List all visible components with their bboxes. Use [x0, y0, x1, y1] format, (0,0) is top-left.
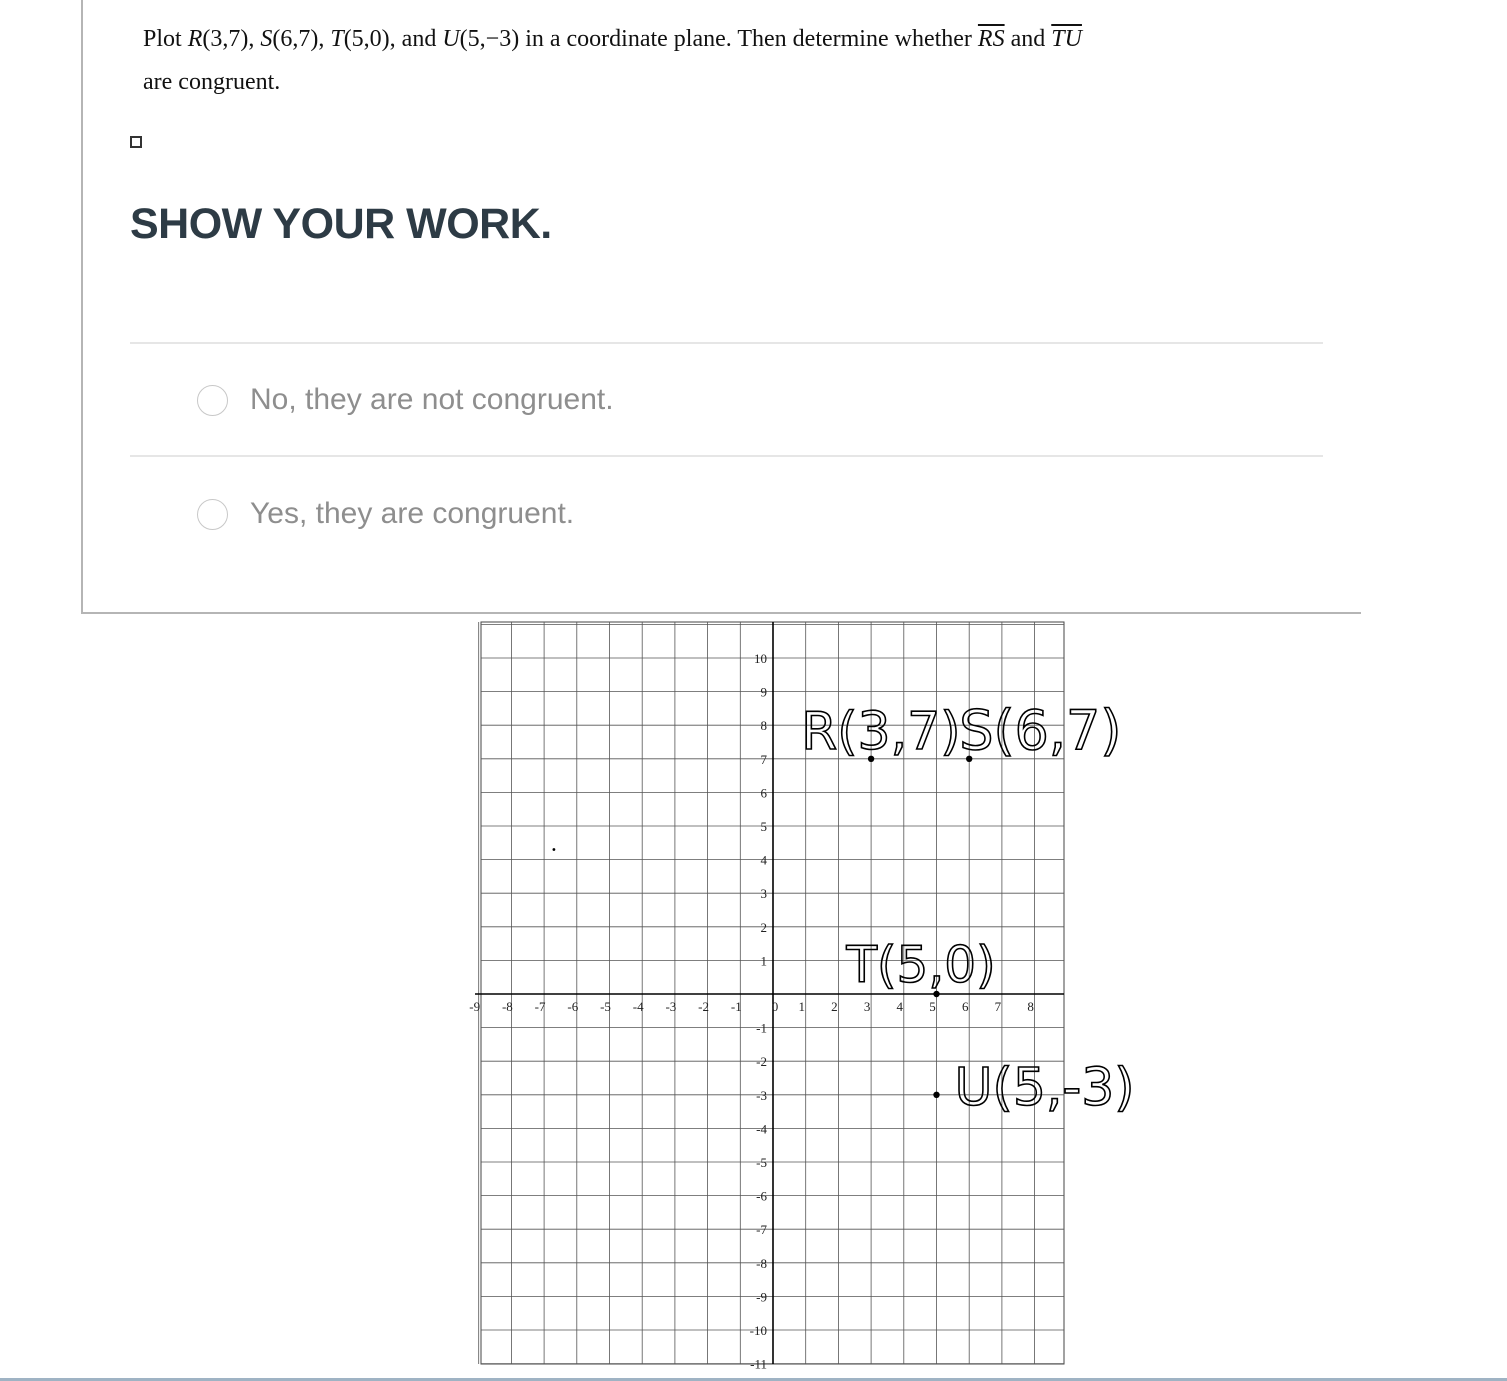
- x-tick-label: -5: [600, 999, 611, 1014]
- segment-rs: $\overline{RS}$: [977, 26, 1005, 52]
- x-tick-label: -3: [665, 999, 677, 1014]
- point-sep: ,: [248, 26, 261, 52]
- segment-tu: $\overline{TU}$: [1051, 26, 1082, 52]
- y-tick-label: 1: [760, 953, 767, 969]
- x-tick-label: 3: [863, 999, 871, 1014]
- y-tick-label: 8: [760, 718, 767, 734]
- y-tick-label: 10: [754, 651, 767, 666]
- point-label: R: [187, 26, 203, 52]
- x-tick-label: 4: [896, 999, 904, 1014]
- y-tick-label: 5: [760, 819, 767, 834]
- y-tick-label: 6: [760, 785, 767, 801]
- x-tick-label: 2: [831, 999, 838, 1014]
- and-word: and: [1004, 26, 1052, 52]
- x-tick-label: -1: [730, 999, 742, 1014]
- y-tick-label: -2: [756, 1054, 767, 1070]
- point-label: T: [330, 26, 344, 52]
- x-tick-label: 6: [961, 999, 969, 1014]
- x-tick-label: 5: [929, 999, 936, 1014]
- y-tick-label: 4: [760, 852, 767, 868]
- x-tick-label: -4: [632, 999, 644, 1014]
- plotted-point-u: [933, 1092, 939, 1098]
- y-tick-label: -3: [756, 1087, 767, 1103]
- handwritten-label: S(6,7): [959, 698, 1122, 762]
- x-tick-label: 8: [1027, 999, 1034, 1014]
- x-tick-label: 0: [771, 999, 779, 1014]
- y-tick-label: -6: [756, 1188, 767, 1204]
- y-tick-label: -4: [756, 1121, 767, 1137]
- handwritten-label: T(5,0): [846, 936, 996, 994]
- point-sep: , and: [389, 26, 443, 52]
- y-tick-label: -1: [756, 1020, 767, 1036]
- stray-dot: [553, 848, 556, 851]
- x-tick-label: -9: [469, 999, 481, 1014]
- y-tick-label: 3: [760, 886, 767, 902]
- x-tick-label: 1: [798, 999, 805, 1014]
- point-sep: ,: [318, 26, 331, 52]
- point-label: S: [260, 26, 273, 52]
- y-tick-label: -7: [756, 1222, 767, 1238]
- y-tick-label: 9: [760, 684, 767, 700]
- point-coords: (5,−3): [459, 26, 520, 52]
- point-coords: (5,0): [343, 26, 390, 52]
- point-coords: (6,7): [272, 26, 319, 52]
- y-tick-label: -9: [756, 1289, 767, 1305]
- x-tick-label: -7: [534, 999, 546, 1014]
- y-tick-label: -5: [756, 1155, 767, 1170]
- y-tick-label: -10: [749, 1323, 767, 1338]
- handwritten-label: R(3,7): [801, 701, 961, 762]
- question-prefix: Plot: [143, 26, 188, 52]
- point-label: U: [442, 26, 460, 52]
- question-line2: are congruent.: [143, 69, 281, 95]
- y-tick-label: -11: [750, 1356, 767, 1372]
- y-tick-label: -8: [756, 1255, 767, 1271]
- point-coords: (3,7): [202, 26, 249, 52]
- choice-yes-label: Yes, they are congruent.: [250, 497, 575, 530]
- y-tick-label: 2: [760, 919, 767, 935]
- choice-no-label: No, they are not congruent.: [250, 383, 614, 416]
- x-tick-label: -2: [698, 999, 710, 1014]
- x-tick-label: -6: [567, 999, 579, 1014]
- show-work-heading: SHOW YOUR WORK.: [130, 200, 552, 248]
- y-tick-label: 7: [760, 751, 767, 767]
- x-tick-label: 7: [994, 999, 1002, 1014]
- question-middle: in a coordinate plane. Then determine whether: [525, 26, 978, 52]
- x-tick-label: -8: [501, 999, 513, 1014]
- handwritten-label: U(5,-3): [954, 1057, 1135, 1118]
